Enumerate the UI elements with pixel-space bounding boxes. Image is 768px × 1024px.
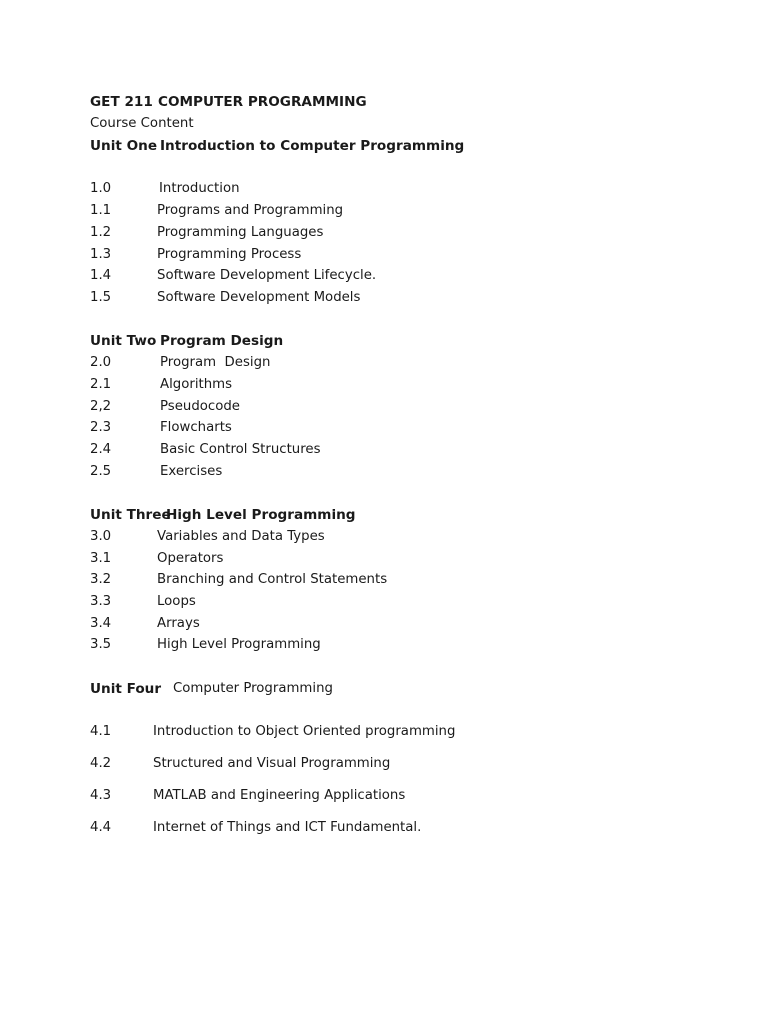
item-number: 3.0 <box>90 529 112 544</box>
item-number: 1.1 <box>90 203 112 218</box>
item-number: 2.0 <box>90 355 112 370</box>
course-subtitle-text: Course Content <box>90 116 194 131</box>
item-text: Algorithms <box>160 377 233 392</box>
item-text: Exercises <box>160 464 223 479</box>
item-text: Programming Languages <box>157 225 324 240</box>
item-text: Internet of Things and ICT Fundamental. <box>153 820 422 835</box>
item-text: Software Development Models <box>157 290 361 305</box>
course-code: GET 211 <box>90 94 153 110</box>
item-number: 3.3 <box>90 594 112 609</box>
item-number: 1.5 <box>90 290 112 305</box>
item-number: 1.4 <box>90 268 112 283</box>
item-number: 4.4 <box>90 820 112 835</box>
item-text: Loops <box>157 594 196 609</box>
unit-label: Unit Four <box>90 681 162 697</box>
item-number: 2.3 <box>90 420 112 435</box>
item-number: 3.1 <box>90 551 112 566</box>
item-number: 2,2 <box>90 399 112 414</box>
item-text: Basic Control Structures <box>160 442 321 457</box>
item-text: Software Development Lifecycle. <box>157 268 377 283</box>
item-number: 4.2 <box>90 756 112 771</box>
item-text: Variables and Data Types <box>157 529 325 544</box>
unit-title: Introduction to Computer Programming <box>160 138 465 154</box>
item-number: 2.5 <box>90 464 112 479</box>
item-number: 1.2 <box>90 225 112 240</box>
item-text: Programming Process <box>157 247 302 262</box>
item-text: MATLAB and Engineering Applications <box>153 788 406 803</box>
item-text: Arrays <box>157 616 200 631</box>
item-text: Pseudocode <box>160 399 240 414</box>
item-number: 2.4 <box>90 442 112 457</box>
unit-label: Unit Three <box>90 507 171 523</box>
item-number: 1.0 <box>90 181 112 196</box>
item-text: Introduction <box>159 181 240 196</box>
item-text: Structured and Visual Programming <box>153 756 391 771</box>
item-text: Operators <box>157 551 224 566</box>
item-text: Flowcharts <box>160 420 232 435</box>
item-number: 2.1 <box>90 377 112 392</box>
item-number: 3.2 <box>90 572 112 587</box>
item-text: Program Design <box>160 355 271 370</box>
unit-label: Unit Two <box>90 333 157 349</box>
item-number: 1.3 <box>90 247 112 262</box>
unit-title: High Level Programming <box>166 507 356 523</box>
item-number: 4.1 <box>90 724 112 739</box>
item-text: Programs and Programming <box>157 203 344 218</box>
unit-title: Computer Programming <box>173 681 333 696</box>
course-title: COMPUTER PROGRAMMING <box>158 94 367 110</box>
unit-label: Unit One <box>90 138 158 154</box>
item-text: Introduction to Object Oriented programming <box>153 724 456 739</box>
item-text: High Level Programming <box>157 637 321 652</box>
item-number: 4.3 <box>90 788 112 803</box>
item-number: 3.4 <box>90 616 112 631</box>
item-number: 3.5 <box>90 637 112 652</box>
item-text: Branching and Control Statements <box>157 572 388 587</box>
unit-title: Program Design <box>160 333 284 349</box>
